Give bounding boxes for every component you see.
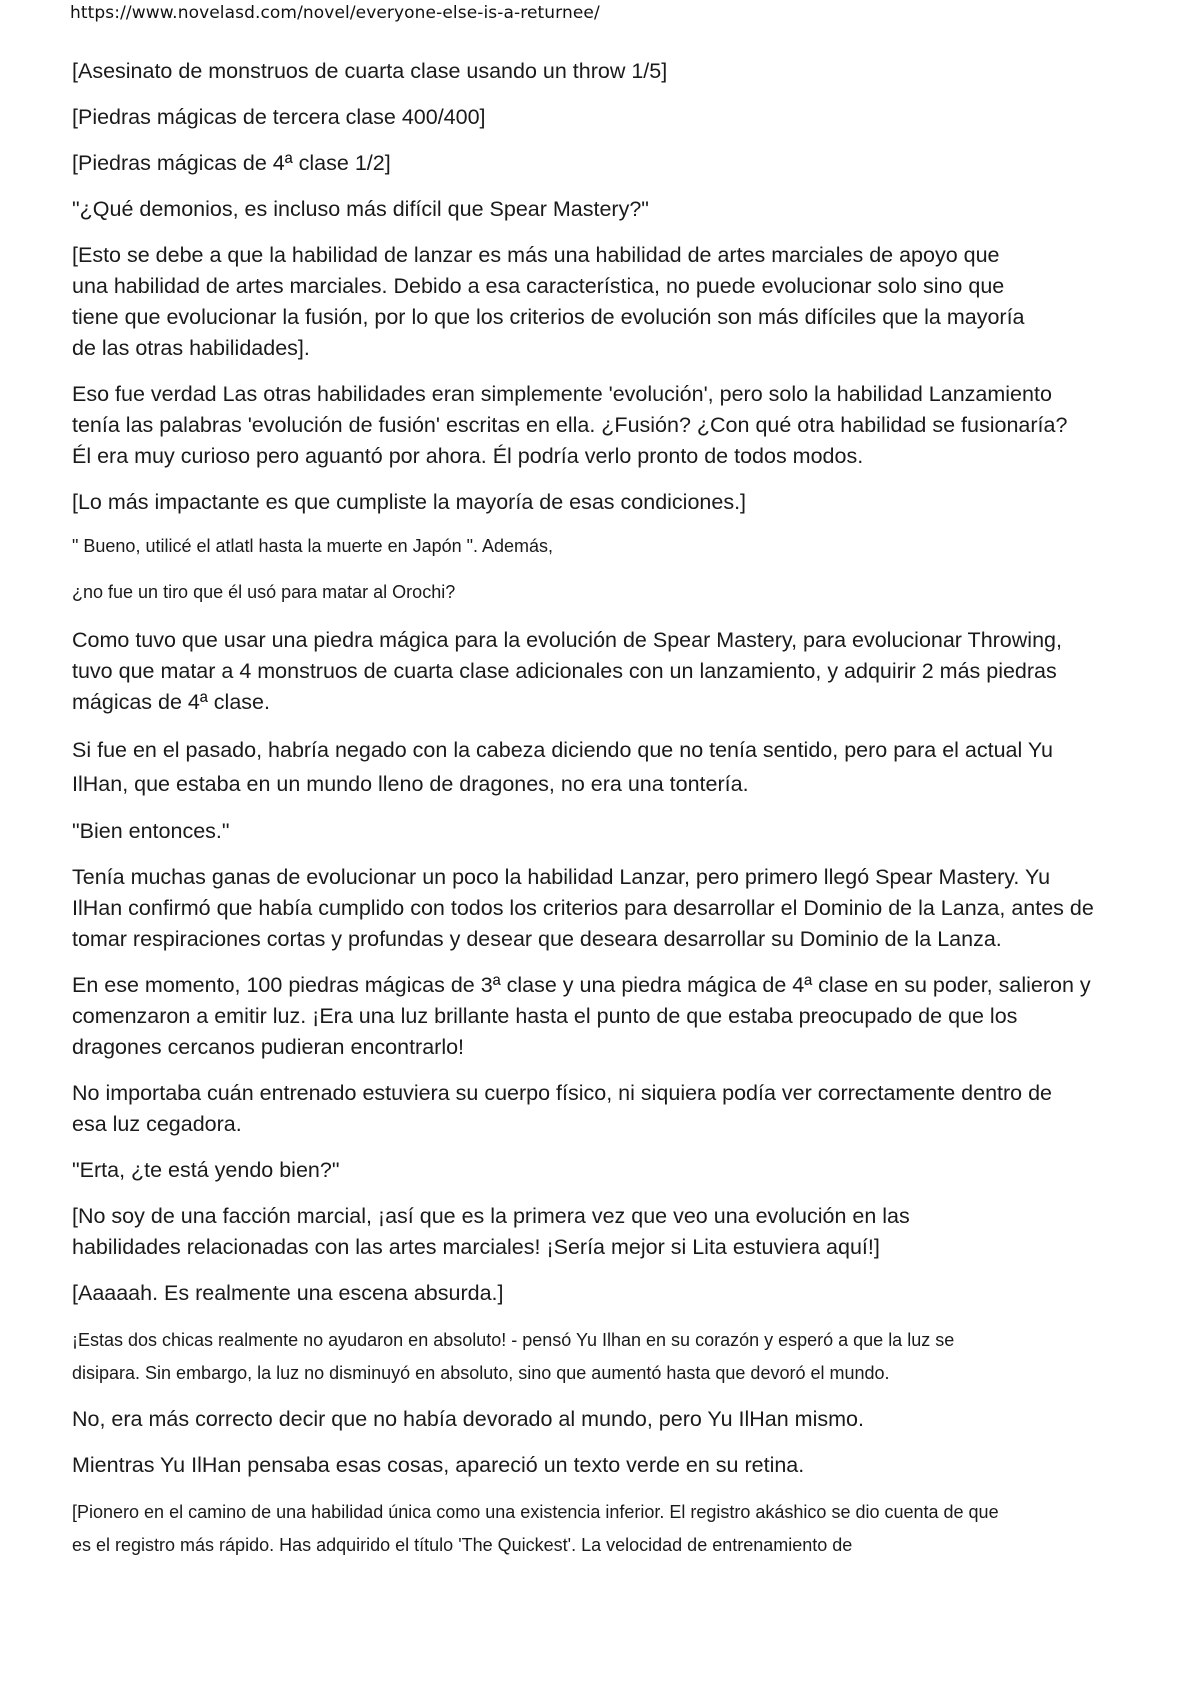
paragraph-6: Eso fue verdad Las otras habilidades eran simplemente 'evolución', pero solo la habilidad Lanzamiento tenía las palabras 'evolución de fusión' escritas en ella. ¿Fusión? ¿Con qué otra habilidad se fusionaría? Él era muy curioso pero aguantó por ahora. Él podría verlo pronto de todos modos.: [72, 382, 1068, 468]
page-url: https://www.novelasd.com/novel/everyone-else-is-a-returnee/: [70, 3, 600, 23]
paragraph-13: Tenía muchas ganas de evolucionar un poco la habilidad Lanzar, pero primero llegó Spear Mastery. Yu IlHan confirmó que había cumplido con todos los criterios para desarrollar el Dominio de la Lanza, antes de tomar respiraciones cortas y profundas y desear que deseara desarrollar su Dominio de la Lanza.: [72, 865, 1094, 951]
paragraph-20: No, era más correcto decir que no había devorado al mundo, pero Yu IlHan mismo.: [72, 1407, 864, 1431]
paragraph-17: [No soy de una facción marcial, ¡así que es la primera vez que veo una evolución en las habilidades relacionadas con las artes marciales! ¡Sería mejor si Lita estuviera aquí!]: [72, 1204, 910, 1259]
paragraph-1: [Asesinato de monstruos de cuarta clase usando un throw 1/5]: [72, 59, 668, 83]
paragraph-15: No importaba cuán entrenado estuviera su cuerpo físico, ni siquiera podía ver correctamente dentro de esa luz cegadora.: [72, 1081, 1053, 1136]
paragraph-9: ¿no fue un tiro que él usó para matar al Orochi?: [72, 582, 456, 602]
paragraph-10: Como tuvo que usar una piedra mágica para la evolución de Spear Mastery, para evolucionar Throwing, tuvo que matar a 4 monstruos de cuarta clase adicionales con un lanzamiento, y adquirir 2 más piedras mágicas de 4ª clase.: [72, 628, 1062, 714]
paragraph-11: Si fue en el pasado, habría negado con la cabeza diciendo que no tenía sentido, pero para el actual Yu IlHan, que estaba en un mundo lleno de dragones, no era una tontería.: [72, 738, 1053, 796]
paragraph-16: "Erta, ¿te está yendo bien?": [72, 1158, 340, 1182]
document-body: [72, 56, 1132, 1576]
paragraph-4: "¿Qué demonios, es incluso más difícil que Spear Mastery?": [72, 197, 649, 221]
paragraph-8: " Bueno, utilicé el atlatl hasta la muerte en Japón ". Además,: [72, 536, 554, 556]
paragraph-7: [Lo más impactante es que cumpliste la mayoría de esas condiciones.]: [72, 490, 747, 514]
paragraph-5: [Esto se debe a que la habilidad de lanzar es más una habilidad de artes marciales de apoyo que una habilidad de artes marciales. Debido a esa característica, no puede evolucionar solo sino que tiene que evolucionar la fusión, por lo que los criterios de evolución son más difíciles que la mayoría de las otras habilidades].: [72, 243, 1025, 360]
paragraph-12: "Bien entonces.": [72, 819, 230, 843]
paragraph-14: En ese momento, 100 piedras mágicas de 3ª clase y una piedra mágica de 4ª clase en su poder, salieron y comenzaron a emitir luz. ¡Era una luz brillante hasta el punto de que estaba preocupado de que los dragones cercanos pudieran encontrarlo!: [72, 973, 1091, 1059]
paragraph-3: [Piedras mágicas de 4ª clase 1/2]: [72, 151, 391, 175]
paragraph-2: [Piedras mágicas de tercera clase 400/400]: [72, 105, 486, 129]
paragraph-18: [Aaaaah. Es realmente una escena absurda.]: [72, 1281, 504, 1305]
paragraph-21: Mientras Yu IlHan pensaba esas cosas, apareció un texto verde en su retina.: [72, 1453, 805, 1477]
paragraph-22: [Pionero en el camino de una habilidad única como una existencia inferior. El registro akáshico se dio cuenta de que es el registro más rápido. Has adquirido el título 'The Quickest'. La velocidad de entrenamiento de: [72, 1502, 999, 1555]
paragraph-19: ¡Estas dos chicas realmente no ayudaron en absoluto! - pensó Yu Ilhan en su corazón y esperó a que la luz se disipara. Sin embargo, la luz no disminuyó en absoluto, sino que aumentó hasta que devoró el mundo.: [72, 1330, 955, 1383]
